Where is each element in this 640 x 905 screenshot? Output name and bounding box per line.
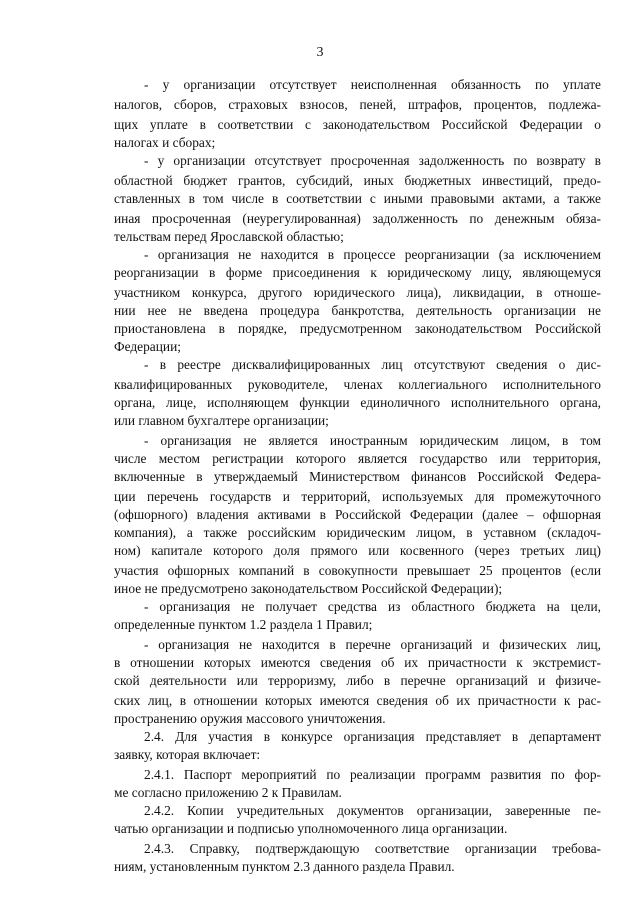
- text-line: 2.4.1. Паспорт мероприятий по реализации программ развития по фор-: [144, 767, 601, 782]
- text-line: иная просроченная (неурегулированная) задолженность по денежным обяза-: [114, 211, 601, 226]
- text-line: - у организации отсутствует неисполненная обязанность по уплате: [144, 77, 601, 92]
- text-line: 2.4.3. Справку, подтверждающую соответствие организации требова-: [144, 841, 601, 856]
- text-line: ниям, установленным пунктом 2.3 данного раздела Правил.: [114, 859, 455, 874]
- text-line: 2.4.2. Копии учредительных документов организации, заверенные пе-: [144, 803, 601, 818]
- page-number: 3: [316, 45, 324, 60]
- text-line: - в реестре дисквалифицированных лиц отсутствуют сведения о дис-: [144, 357, 601, 372]
- text-line: областной бюджет грантов, субсидий, иных бюджетных инвестиций, предо-: [114, 173, 601, 188]
- text-line: числе местом регистрации которого является государство или территория,: [114, 451, 601, 466]
- text-line: компания), а также российским юридическим лицом, в уставном (складоч-: [114, 525, 601, 540]
- text-line: тельствам перед Ярославской областью;: [114, 229, 344, 244]
- text-line: пространению оружия массового уничтожения.: [114, 711, 386, 726]
- text-line: - организация не получает средства из областного бюджета на цели,: [144, 599, 601, 614]
- text-line: ских лиц, в отношении которых имеются сведения об их причастности к рас-: [114, 693, 601, 708]
- text-line: заявку, которая включает:: [114, 747, 261, 762]
- text-line: ме согласно приложению 2 к Правилам.: [114, 785, 342, 800]
- text-line: квалифицированных руководителе, членах коллегиального исполнительного: [114, 377, 601, 392]
- text-line: - организация не находится в процессе реорганизации (за исключением: [144, 247, 601, 262]
- text-line: участия офшорных компаний в совокупности превышает 25 процентов (если: [114, 563, 601, 578]
- text-line: ции перечень государств и территорий, используемых для промежуточного: [114, 489, 601, 504]
- text-line: Федерации;: [114, 339, 181, 354]
- text-line: участником конкурса, другого юридического лица), ликвидации, в отноше-: [114, 285, 601, 300]
- text-line: - у организации отсутствует просроченная задолженность по возврату в: [144, 153, 601, 168]
- text-line: налогов, сборов, страховых взносов, пеней, штрафов, процентов, подлежа-: [114, 97, 601, 112]
- text-line: налогах и сборах;: [114, 135, 216, 150]
- text-line: - организация не находится в перечне организаций и физических лиц,: [144, 637, 601, 652]
- text-line: органа, лице, исполняющем функции единоличного исполнительного органа,: [114, 395, 601, 410]
- text-line: реорганизации в форме присоединения к юридическому лицу, являющемуся: [114, 265, 601, 280]
- text-line: иное не предусмотрено законодательством Российской Федерации);: [114, 581, 503, 596]
- text-line: 2.4. Для участия в конкурсе организация представляет в департамент: [144, 729, 601, 744]
- text-line: определенные пунктом 1.2 раздела 1 Правил;: [114, 617, 373, 632]
- text-line: ставленных в том числе в соответствии с иными правовыми актами, а также: [114, 191, 601, 206]
- text-line: ской деятельности или терроризму, либо в перечне организаций и физиче-: [114, 673, 601, 688]
- text-line: в отношении которых имеются сведения об их причастности к экстремист-: [114, 655, 601, 670]
- text-line: - организация не является иностранным юридическим лицом, в том: [144, 433, 601, 448]
- text-line: нии нее не введена процедура банкротства, деятельность организации не: [114, 303, 601, 318]
- text-line: ном) капитале которого доля прямого или косвенного (через третьих лиц): [114, 543, 601, 558]
- text-line: чатью организации и подписью уполномоченного лица организации.: [114, 821, 508, 836]
- text-line: приостановлена в порядке, предусмотренном законодательством Российской: [114, 321, 601, 336]
- text-line: или главном бухгалтере организации;: [114, 413, 329, 428]
- text-line: щих уплате в соответствии с законодательством Российской Федерации о: [114, 117, 601, 132]
- text-line: включенные в утверждаемый Министерством финансов Российской Федера-: [114, 469, 601, 484]
- text-line: (офшорного) владения активами в Российской Федерации (далее – офшорная: [114, 507, 601, 522]
